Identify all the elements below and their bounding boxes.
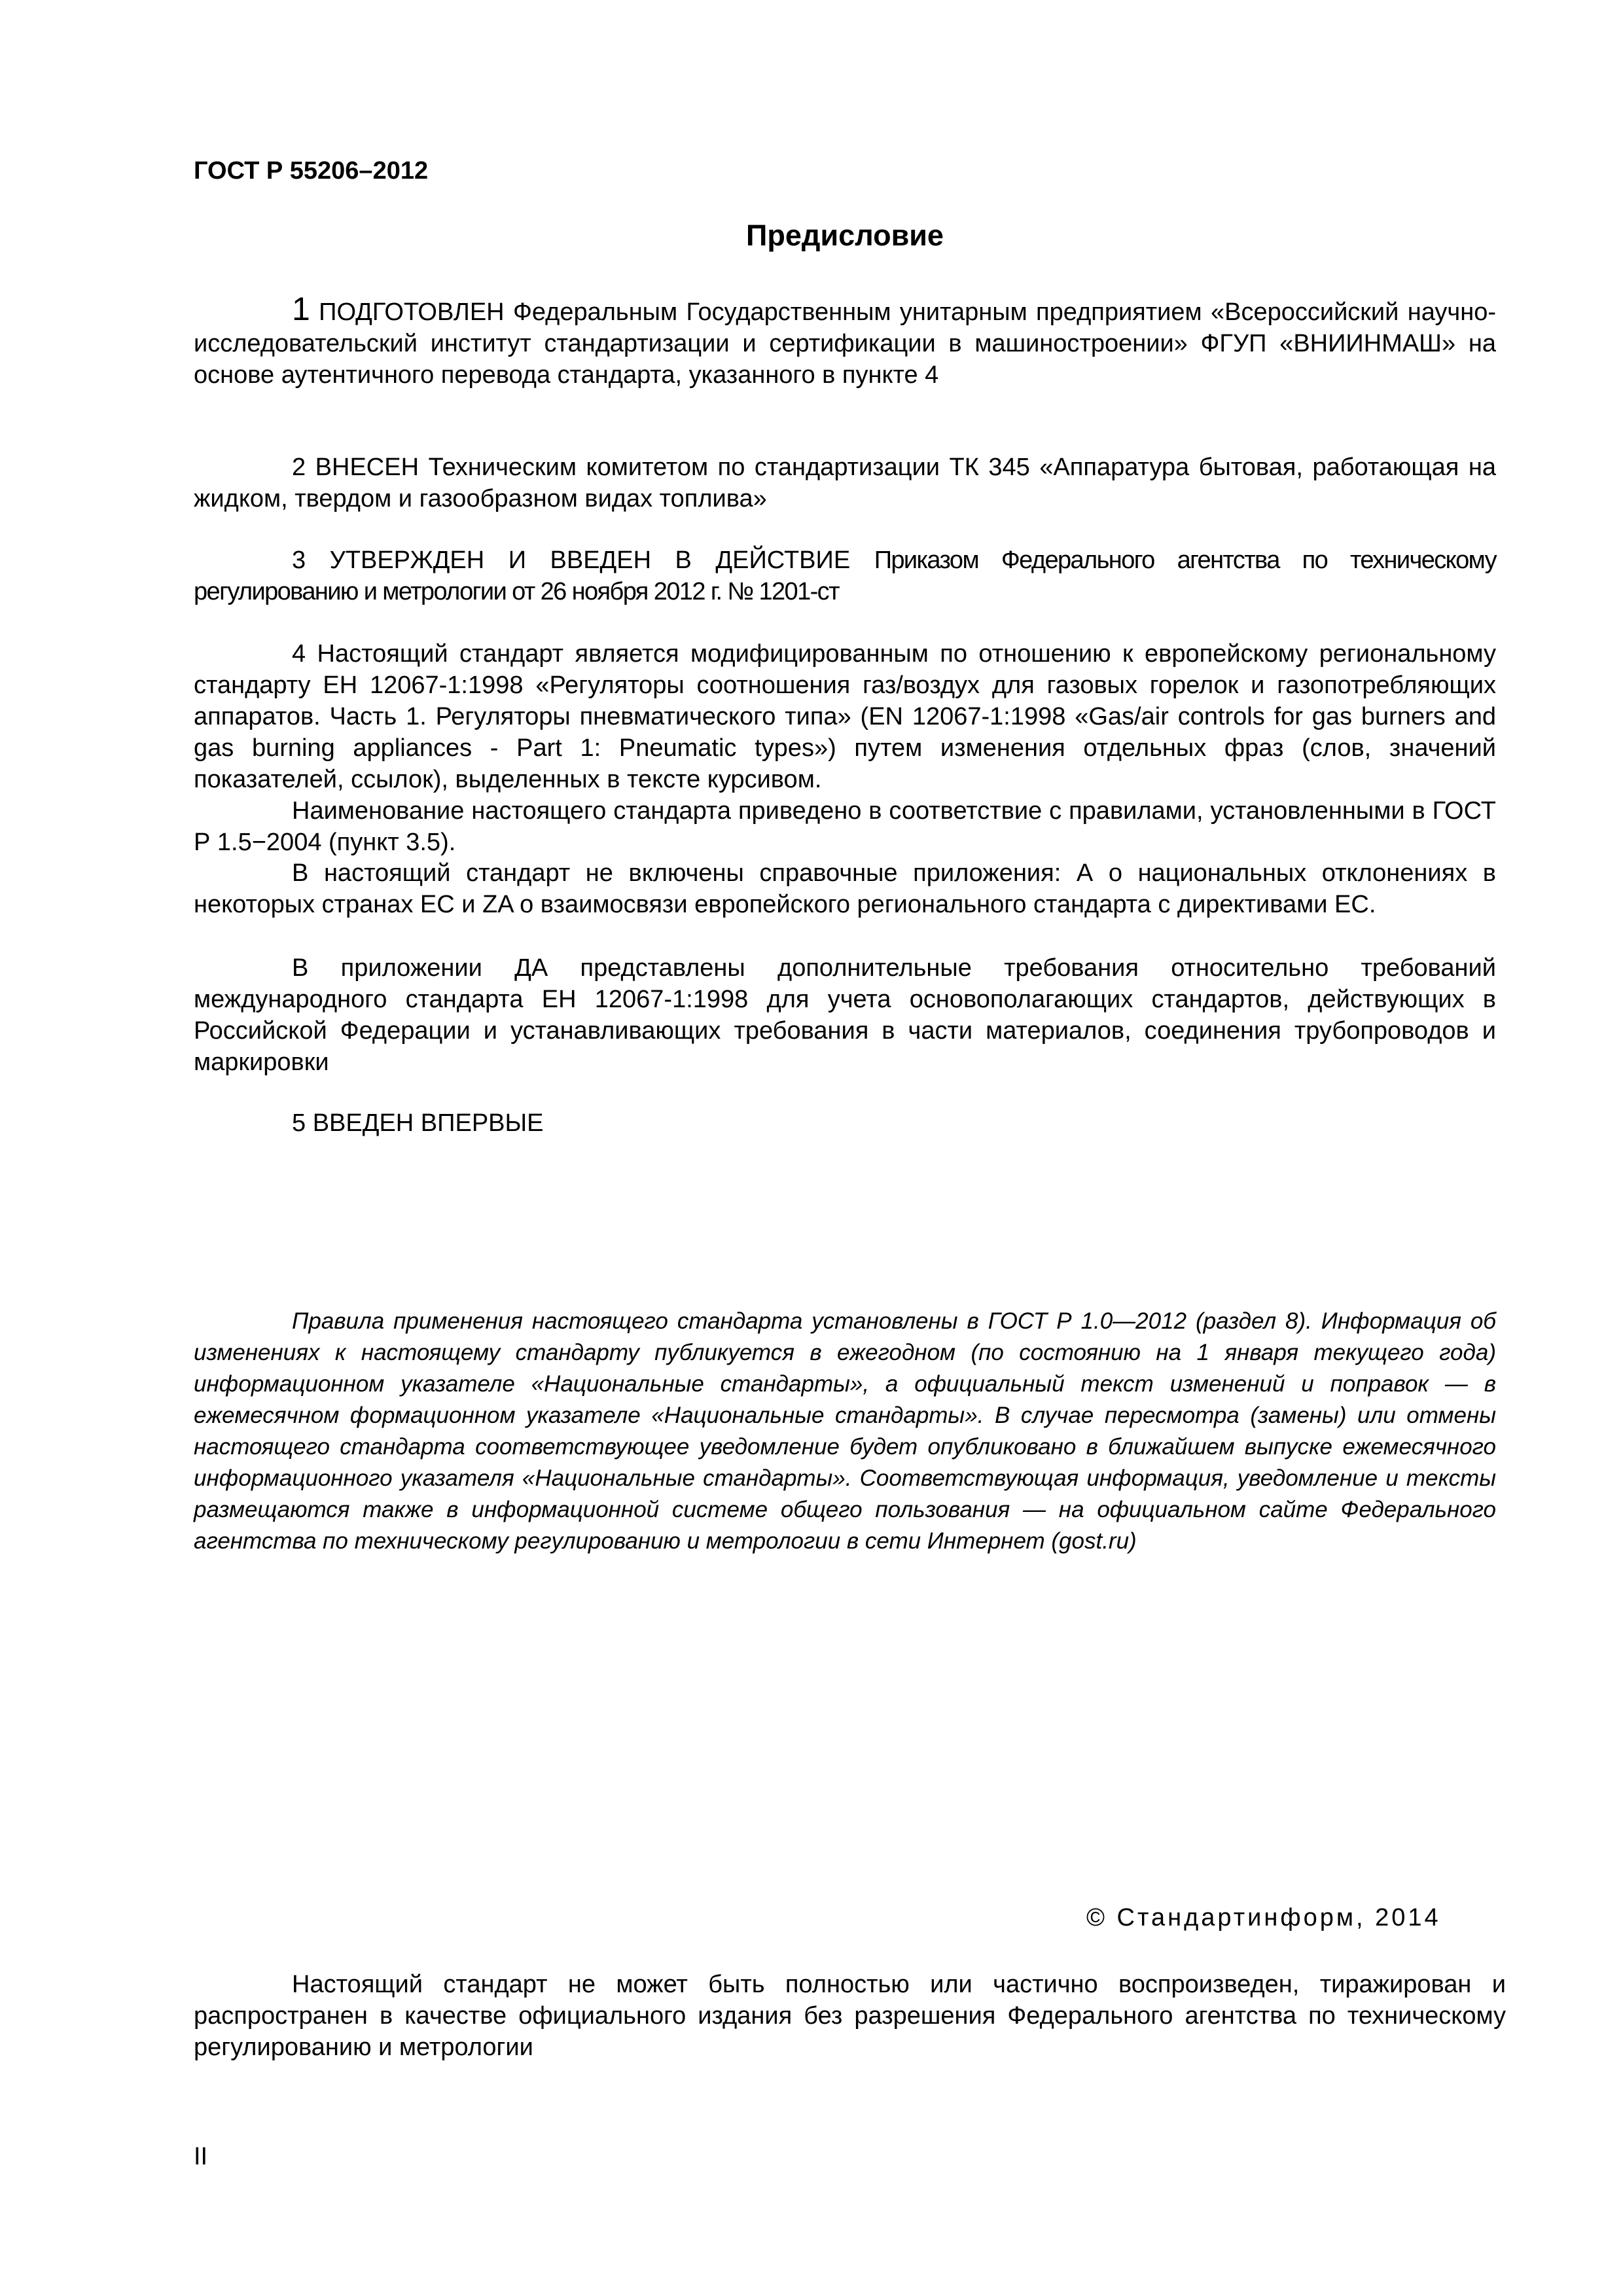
page-number: II <box>194 2143 208 2170</box>
paragraph-3-rest: Приказом Федерального агентства по техническому регулированию и метрологии от 26 ноября 2012 г. № 1201-ст <box>194 547 1496 605</box>
paragraph-4: 4 Настоящий стандарт является модифицированным по отношению к европейскому региональному стандарту ЕН 12067-1:1998 «Регуляторы соотношения газ/воздух для газовых горелок и газопотребляющих аппаратов. Часть 1. Регуляторы пневматического типа» (EN 12067-1:1998 «Gas/air controls for gas burners and gas burning appliances - Part 1: Pneumatic types») путем изменения отдельных фраз (слов, значений показателей, ссылок), выделенных в тексте курсивом. <box>194 640 1496 793</box>
paragraph-3-lead: 3 УТВЕРЖДЕН И ВВЕДЕН В ДЕЙСТВИЕ <box>292 547 874 574</box>
page-title: Предисловие <box>746 219 944 252</box>
paragraph-4-appendix-note: В настоящий стандарт не включены справочные приложения: А о национальных отклонениях в некоторых странах ЕС и ZA о взаимосвязи европейского регионального стандарта с директивами ЕС. <box>194 859 1496 918</box>
paragraph-4-name-note: Наименование настоящего стандарта приведено в соответствие с правилами, установленными в ГОСТ Р 1.5−2004 (пункт 3.5). <box>194 797 1496 856</box>
paragraph-4-appendix-da: В приложении ДА представлены дополнительные требования относительно требований международного стандарта ЕН 12067-1:1998 для учета основополагающих стандартов, действующих в Российской Федерации и устанавливающих требования в части материалов, соединения трубопроводов и маркировки <box>194 954 1496 1076</box>
paragraph-1 <box>194 293 1496 391</box>
paragraph-1-text: ПОДГОТОВЛЕН Федеральным Государственным унитарным предприятием «Всероссийский научно-исследовательский институт стандартизации и сертификации в машиностроении» ФГУП «ВНИИНМАШ» на основе аутентичного перевода стандарта, указанного в пункте 4 <box>194 298 1496 389</box>
copyright-line: © Стандартинформ, 2014 <box>1086 1904 1441 1931</box>
paragraph-2: 2 ВНЕСЕН Техническим комитетом по стандартизации ТК 345 «Аппаратура бытовая, работающая на жидком, твердом и газообразном видах топлива» <box>194 454 1496 512</box>
reproduction-notice: Настоящий стандарт не может быть полностью или частично воспроизведен, тиражирован и распространен в качестве официального издания без разрешения Федерального агентства по техническому регулированию и метрологии <box>194 1971 1506 2061</box>
paragraph-1-number: 1 <box>292 291 310 327</box>
paragraph-3 <box>194 545 1496 607</box>
application-rules-notice: Правила применения настоящего стандарта установлены в ГОСТ Р 1.0—2012 (раздел 8). Информация об изменениях к настоящему стандарту публикуется в ежегодном (по состоянию на 1 января текущего года) информационном указателе «Национальные стандарты», а официальный текст изменений и поправок — в ежемесячном формационном указателе «Национальные стандарты». В случае пересмотра (замены) или отмены настоящего стандарта соответствующее уведомление будет опубликовано в ближайшем выпуске ежемесячного информационного указателя «Национальные стандарты». Соответствующая информация, уведомление и тексты размещаются также в информационной системе общего пользования — на официальном сайте Федерального агентства по техническому регулированию и метрологии в сети Интернет (gost.ru) <box>194 1308 1496 1554</box>
document-code-header: ГОСТ Р 55206–2012 <box>194 157 429 185</box>
paragraph-5: 5 ВВЕДЕН ВПЕРВЫЕ <box>292 1109 544 1137</box>
